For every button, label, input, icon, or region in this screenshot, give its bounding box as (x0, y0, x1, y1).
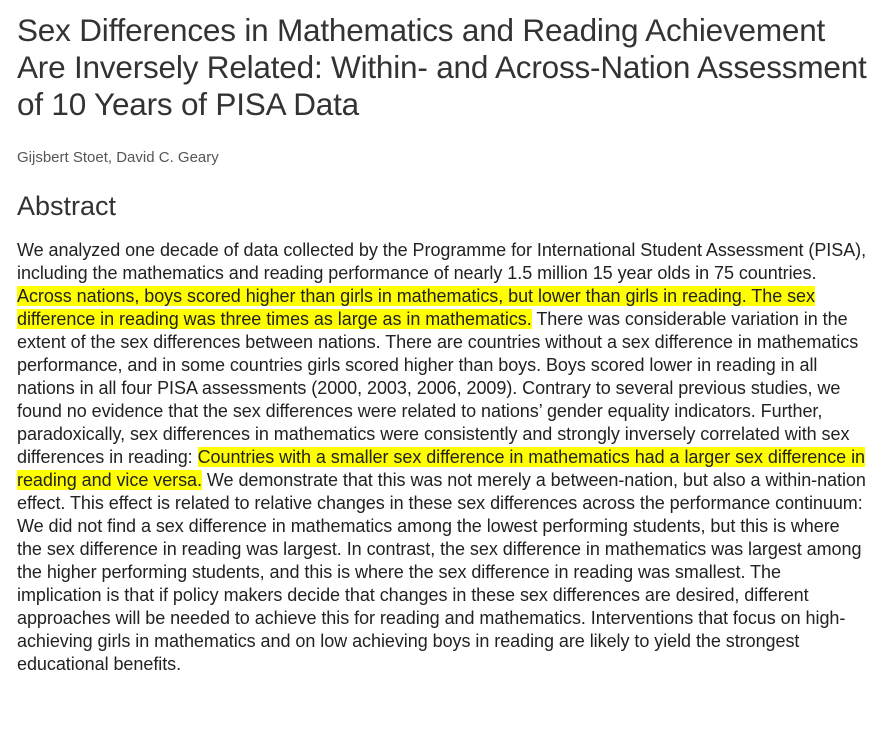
abstract-segment: We analyzed one decade of data collected by the Programme for International Student Assessment (PISA), including the mathematics and reading performance of nearly 1.5 million 15 year olds in 75 countries. (17, 240, 867, 283)
article (17, 12, 869, 694)
author-list (17, 148, 869, 168)
abstract-text (17, 239, 869, 676)
abstract-segment: We demonstrate that this was not merely a between-nation, but also a within-nation effect. This effect is related to relative changes in these sex differences across the performance continuum: We did not find a sex difference in mathematics among the lowest performing students, but this is where the sex difference in reading was largest. In contrast, the sex difference in mathematics was largest among the higher performing students, and this is where the sex difference in reading was smallest. The implication is that if policy makers decide that changes in these sex differences are desired, different approaches will be needed to achieve this for reading and mathematics. Interventions that focus on high-achieving girls in mathematics and on low achieving boys in reading are likely to yield the strongest educational benefits. (17, 470, 866, 674)
highlighted-text: Across nations, boys scored higher than girls in mathematics, but lower than girls in reading. The sex difference in reading was three times as large as in mathematics. (17, 286, 815, 329)
highlighted-text: Countries with a smaller sex difference in mathematics had a larger sex difference in reading and vice versa. (17, 447, 866, 490)
author-name[interactable]: Gijsbert Stoet (17, 149, 108, 166)
article-title: Sex Differences in Mathematics and Reading Achievement Are Inversely Related: Within- and Across-Nation Assessment of 10 Years of PISA Data (17, 12, 867, 122)
abstract-segment: There was considerable variation in the extent of the sex differences between nations. There are countries without a sex difference in mathematics performance, and in some countries girls scored higher than boys. Boys scored lower in reading in all nations in all four PISA assessments (2000, 2003, 2006, 2009). Contrary to several previous studies, we found no evidence that the sex differences were related to nations’ gender equality indicators. Further, paradoxically, sex differences in mathematics were consistently and strongly inversely correlated with sex differences in reading: (17, 309, 859, 467)
author-separator: , (107, 149, 117, 166)
abstract-heading: Abstract (17, 191, 117, 221)
author-name[interactable]: David C. Geary (116, 149, 219, 166)
